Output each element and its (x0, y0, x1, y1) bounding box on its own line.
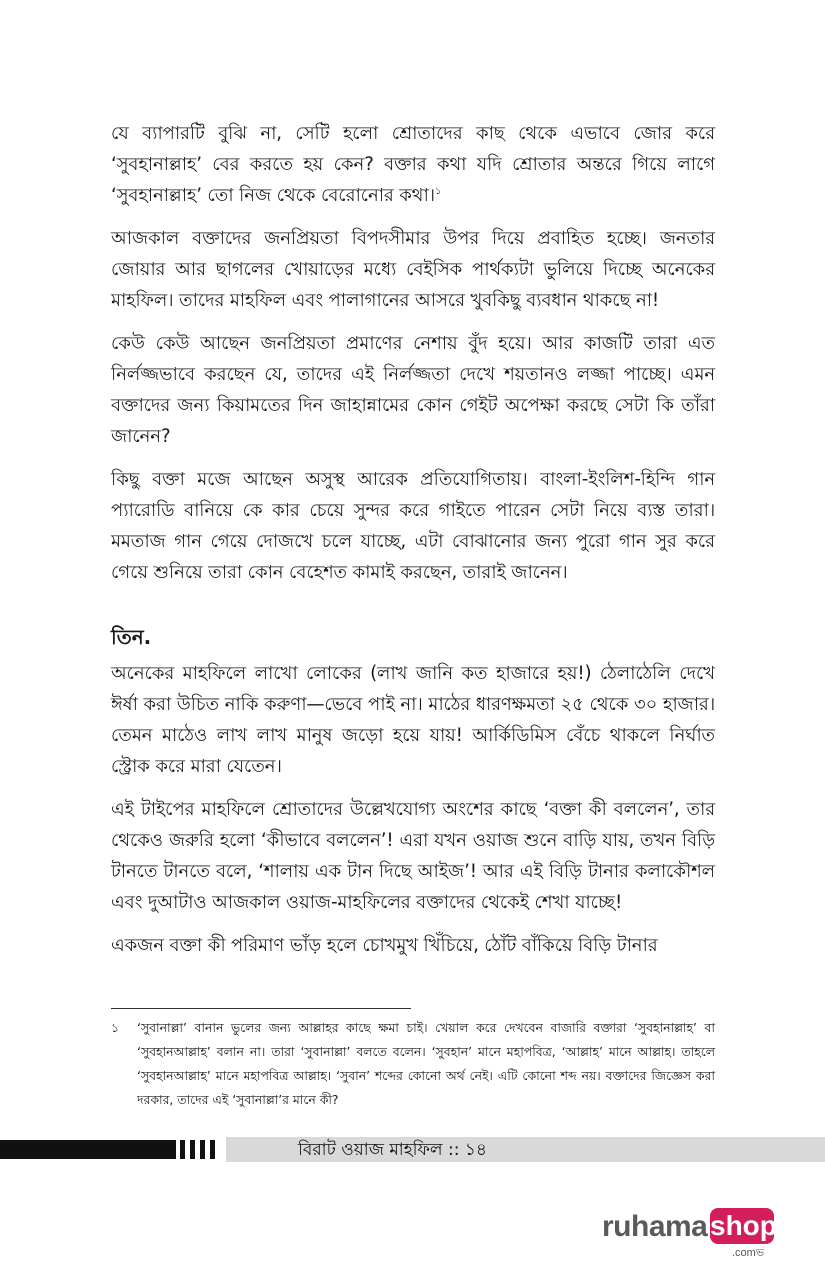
paragraph-1-text: যে ব্যাপারটি বুঝি না, সেটি হলো শ্রোতাদের কাছ থেকে এভাবে জোর করে ‘সুবহানাল্লাহ’ বের করতে হয় কেন? বক্তার কথা যদি শ্রোতার অন্তরে গিয়ে লাগে ‘সুবহানাল্লাহ’ তো নিজ থেকে বেরোনোর কথা। (111, 123, 715, 206)
paragraph-3: কেউ কেউ আছেন জনপ্রিয়তা প্রমাণের নেশায় বুঁদ হয়ে। আর কাজটি তারা এত নির্লজ্জভাবে করছেন যে, তাদের এই নির্লজ্জতা দেখে শয়তানও লজ্জা পাচ্ছে। এমন বক্তাদের জন্য কিয়ামতের দিন জাহান্নামের কোন গেইট অপেক্ষা করছে সেটা কি তাঁরা জানেন? (111, 333, 715, 447)
footnote-ref[interactable]: ১ (434, 185, 442, 197)
footnote-text: ‘সুবানাল্লা’ বানান ভুলের জন্য আল্লাহর কাছে ক্ষমা চাই। খেয়াল করে দেখবেন বাজারি বক্তারা ‘সুবহানাল্লাহ’ বা ‘সুবহানআল্লাহ’ বলান না। তারা ‘সুবানাল্লা’ বলতে বলেন। ‘সুবহান’ মানে মহাপবিত্র, ‘আল্লাহ’ মানে আল্লাহ। তাহলে ‘সুবহানআল্লাহ’ মানে মহাপবিত্র আল্লাহ। ‘সুবান’ শব্দের কোনো অর্থ নেই। এটি কোনো শব্দ নয়। বক্তাদের জিজ্ঞেস করা দরকার, তাদের এই ‘সুবানাল্লা’র মানে কী? (137, 1020, 715, 1107)
footnote (111, 1016, 715, 1112)
paragraph-7: একজন বক্তা কী পরিমাণ ভাঁড় হলে চোখমুখ খিঁচিয়ে, ঠোঁট বাঁকিয়ে বিড়ি টানার (111, 935, 658, 956)
paragraph-1 (111, 118, 715, 211)
page-body (111, 118, 715, 973)
section-heading: তিন. (111, 625, 152, 649)
section-gap (111, 600, 715, 622)
paragraph-2: আজকাল বক্তাদের জনপ্রিয়তা বিপদসীমার উপর দিয়ে প্রবাহিত হচ্ছে। জনতার জোয়ার আর ছাগলের খোয়াড়ের মধ্যে বেইসিক পার্থক্যটা ভুলিয়ে দিচ্ছে অনেকের মাহফিল। তাদের মাহফিল এবং পালাগানের আসরে খুবকিছু ব্যবধান থাকছে না! (111, 228, 715, 311)
logo-shop-text: shop (710, 1210, 777, 1241)
paragraph-4: কিছু বক্তা মজে আছেন অসুস্থ আরেক প্রতিযোগিতায়। বাংলা-ইংলিশ-হিন্দি গান প্যারোডি বানিয়ে কে কার চেয়ে সুন্দর করে গাইতে পারেন সেটা নিয়ে ব্যস্ত তারা। মমতাজ গান গেয়ে দোজখে চলে যাচ্ছে, এটা বোঝানোর জন্য পুরো গান সুর করে গেয়ে শুনিয়ে তারা কোন বেহেশত কামাই করছেন, তারাই জানেন। (111, 469, 715, 583)
footnote-divider (111, 1008, 411, 1009)
footer-book-title: বিরাট ওয়াজ মাহফিল :: ১৪ (298, 1140, 487, 1160)
logo-brand-text: ruhama (602, 1210, 708, 1243)
footer-black-bar (0, 1140, 176, 1159)
paragraph-6: এই টাইপের মাহফিলে শ্রোতাদের উল্লেখযোগ্য অংশের কাছে ‘বক্তা কী বললেন’, তার থেকেও জরুরি হলো ‘কীভাবে বললেন’! এরা যখন ওয়াজ শুনে বাড়ি যায়, তখন বিড়ি টানতে টানতে বলে, ‘শালায় এক টান দিছে আইজ’! আর এই বিড়ি টানার কলাকৌশল এবং দুআটাও আজকাল ওয়াজ-মাহফিলের বক্তাদের থেকেই শেখা যাচ্ছে! (111, 799, 715, 913)
footnote-number: ১ (111, 1020, 120, 1035)
paragraph-5: অনেকের মাহফিলে লাখো লোকের (লাখ জানি কত হাজারে হয়!) ঠেলাঠেলি দেখে ঈর্ষা করা উচিত নাকি করুণা—ভেবে পাই না। মাঠের ধারণক্ষমতা ২৫ থেকে ৩০ হাজার। তেমন মাঠেও লাখ লাখ মানুষ জড়ো হয়ে যায়! আর্কিডিমিস বেঁচে থাকলে নির্ঘাত স্ট্রোক করে মারা যেতেন। (111, 663, 715, 777)
page-footer (0, 1136, 825, 1164)
logo-domain-text: .comভ (732, 1247, 765, 1259)
footer-stripes (180, 1140, 220, 1159)
publisher-logo[interactable] (602, 1208, 782, 1258)
